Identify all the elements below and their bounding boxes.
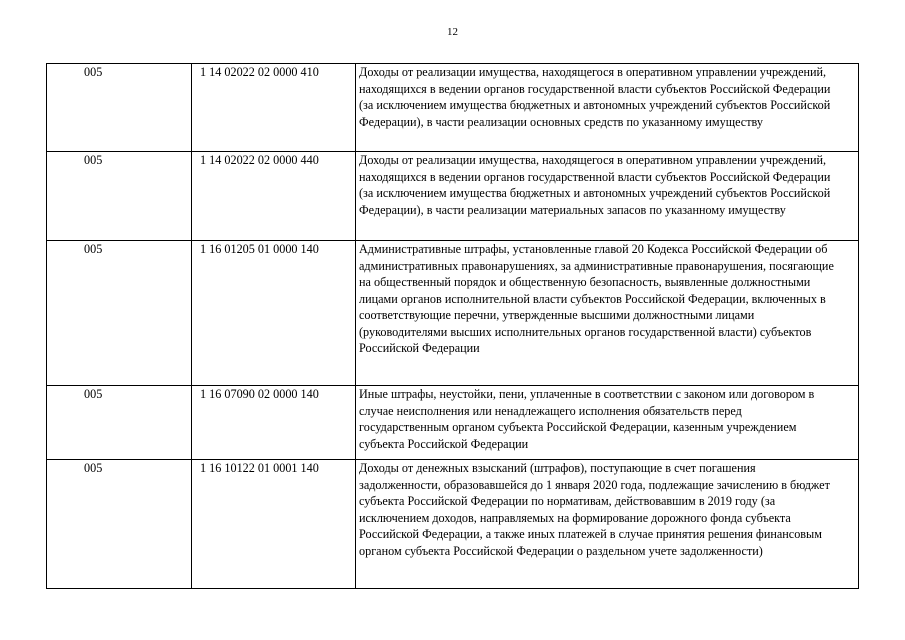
budget-code-cell: 1 16 07090 02 0000 140 <box>192 386 356 460</box>
table-row <box>47 386 859 460</box>
text-line: находящихся в ведении органов государственной власти субъектов Российской Федерации <box>359 81 831 96</box>
admin-code-cell: 005 <box>47 241 192 386</box>
text-line: субъекта Российской Федерации <box>359 436 529 451</box>
admin-code-cell: 005 <box>47 460 192 589</box>
text-line: административных правонарушениях, за административные правонарушения, посягающие <box>359 258 834 273</box>
text-line: Федерации), в части реализации материальных запасов по указанному имуществу <box>359 202 786 217</box>
income-name-cell <box>356 64 859 152</box>
budget-code-cell: 1 14 02022 02 0000 440 <box>192 152 356 241</box>
table-row <box>47 64 859 152</box>
text-line: (руководителями высших исполнительных органов государственной власти) субъектов <box>359 324 812 339</box>
text-line: случае неисполнения или ненадлежащего исполнения обязательств перед <box>359 403 742 418</box>
income-name-cell <box>356 152 859 241</box>
text-line: Доходы от реализации имущества, находящегося в оперативном управлении учреждений, <box>359 65 827 79</box>
budget-code-cell: 1 14 02022 02 0000 410 <box>192 64 356 152</box>
budget-classification-table <box>46 63 859 589</box>
admin-code-cell: 005 <box>47 64 192 152</box>
text-line: лицами органов исполнительной власти субъектов Российской Федерации, включенных в <box>359 291 826 306</box>
text-line: задолженности, образовавшейся до 1 января 2020 года, подлежащие зачислению в бюджет <box>359 477 830 492</box>
text-line: Российской Федерации, а также иных платежей в случае принятия решения финансовым <box>359 527 822 541</box>
text-line: Доходы от денежных взысканий (штрафов), поступающие в счет погашения <box>359 461 756 475</box>
text-line: соответствующие перечни, утвержденные высшими должностными лицами <box>359 308 755 322</box>
text-line: субъекта Российской Федерации по нормативам, действовавшим в 2019 году (за <box>359 494 776 508</box>
text-line: находящихся в ведении органов государственной власти субъектов Российской Федерации <box>359 169 831 184</box>
admin-code-cell: 005 <box>47 152 192 241</box>
budget-code-cell: 1 16 10122 01 0001 140 <box>192 460 356 589</box>
text-line: органом субъекта Российской Федерации о раздельном учете задолженности) <box>359 543 763 558</box>
text-line: Иные штрафы, неустойки, пени, уплаченные в соответствии с законом или договором в <box>359 387 815 401</box>
text-line: на общественный порядок и общественную безопасность, выявленные должностными <box>359 275 811 289</box>
budget-code-cell: 1 16 01205 01 0000 140 <box>192 241 356 386</box>
table-row <box>47 241 859 386</box>
table-row <box>47 460 859 589</box>
text-line: Российской Федерации <box>359 341 480 355</box>
text-line: исключением доходов, направляемых на формирование дорожного фонда субъекта <box>359 510 791 525</box>
text-line: (за исключением имущества бюджетных и автономных учреждений субъектов Российской <box>359 98 831 112</box>
income-name-cell <box>356 460 859 589</box>
text-line: государственным органом субъекта Российской Федерации, казенным учреждением <box>359 420 797 434</box>
table-row <box>47 152 859 241</box>
income-name-cell <box>356 241 859 386</box>
text-line: Административные штрафы, установленные главой 20 Кодекса Российской Федерации об <box>359 242 828 256</box>
income-name-cell <box>356 386 859 460</box>
text-line: Доходы от реализации имущества, находящегося в оперативном управлении учреждений, <box>359 153 827 167</box>
page-number: 12 <box>447 26 458 38</box>
text-line: Федерации), в части реализации основных средств по указанному имуществу <box>359 114 763 129</box>
text-line: (за исключением имущества бюджетных и автономных учреждений субъектов Российской <box>359 186 831 200</box>
admin-code-cell: 005 <box>47 386 192 460</box>
